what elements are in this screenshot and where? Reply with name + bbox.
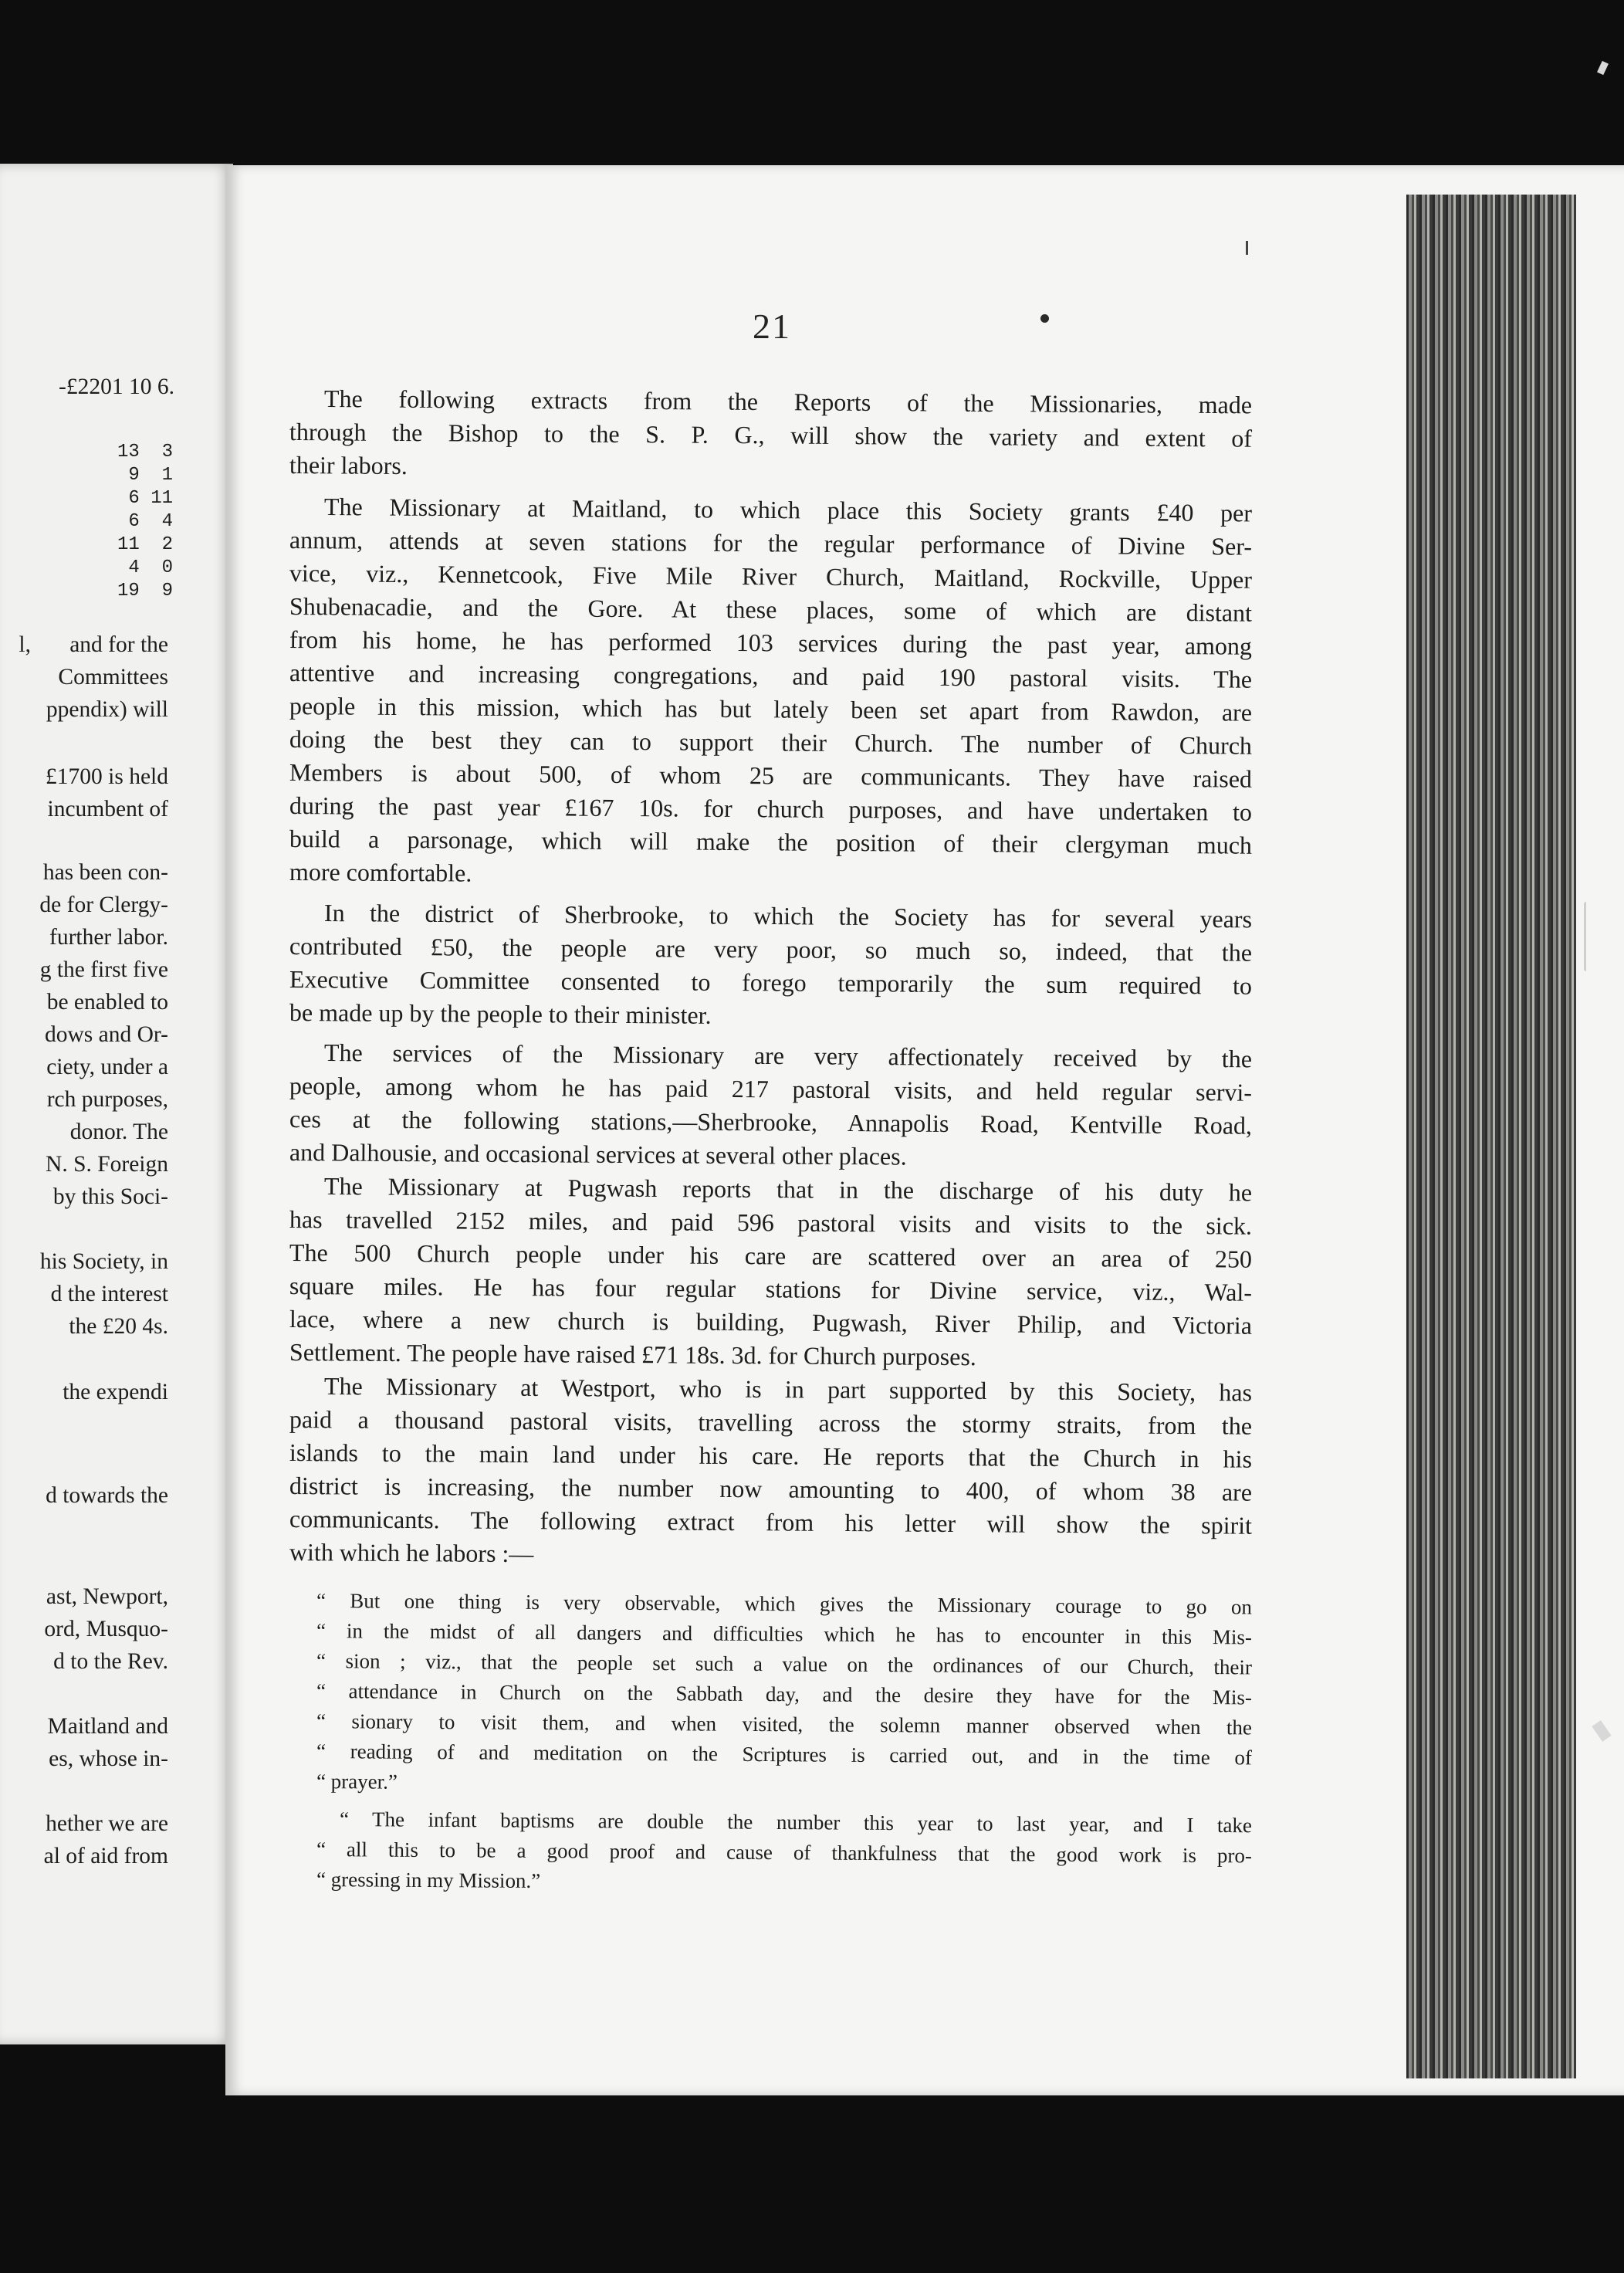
text-line: annum, attends at seven stations for the regular performance of Divine Ser- [289, 526, 1253, 561]
left-page-line: al of aid from [43, 1844, 168, 1868]
left-page-number-row: 13 3 [117, 442, 173, 462]
left-page-line: d towards the [46, 1483, 168, 1508]
left-page-line: incumbent of [47, 797, 168, 821]
text-line: Settlement. The people have raised £71 18s. 3d. for Church purposes. [289, 1338, 976, 1371]
page-edge [1406, 195, 1576, 2078]
left-page-number-row: 19 9 [117, 581, 173, 601]
quote-line: “ The infant baptisms are double the number this year to last year, and I take [339, 1807, 1253, 1838]
quote-line: “ But one thing is very observable, which gives the Missionary courage to go on [316, 1589, 1253, 1619]
left-page-line: ciety, under a [46, 1055, 168, 1079]
text-line: The services of the Missionary are very affectionately received by the [323, 1038, 1253, 1073]
text-line: and Dalhousie, and occasional services at several other places. [289, 1138, 907, 1170]
left-page-line: N. S. Foreign [46, 1152, 168, 1177]
text-line: Executive Committee consented to forego temporarily the sum required to [289, 965, 1253, 1000]
ink-dot [1040, 314, 1049, 323]
left-page-line: has been con- [42, 860, 168, 885]
text-line: during the past year £167 10s. for church purposes, and have undertaken to [289, 791, 1253, 826]
text-line: from his home, he has performed 103 services during the past year, among [289, 625, 1253, 660]
text-line: The Missionary at Pugwash reports that in the discharge of his duty he [323, 1172, 1253, 1207]
hair-mark [1584, 902, 1588, 971]
page-number: 21 [753, 307, 791, 346]
left-page-line: d the interest [50, 1282, 168, 1306]
text-line: attentive and increasing congregations, and paid 190 pastoral visits. The [289, 659, 1253, 693]
quote-line: “ in the midst of all dangers and difficulties which he has to encounter in this Mis- [316, 1619, 1253, 1649]
text-line: The Missionary at Maitland, to which place this Society grants £40 per [323, 493, 1253, 527]
left-page-total: -£2201 10 6. [59, 374, 174, 399]
left-page [0, 164, 233, 2044]
left-page-number-row: 4 0 [117, 557, 173, 578]
quote-line: “ attendance in Church on the Sabbath day, and the desire they have for the Mis- [316, 1679, 1253, 1709]
left-page-line: donor. The [69, 1120, 168, 1144]
left-page-line: his Society, in [39, 1249, 168, 1274]
quote-line: “ sionary to visit them, and when visited, the solemn manner observed when the [316, 1709, 1253, 1739]
text-line: communicants. The following extract from his letter will show the spirit [289, 1505, 1253, 1540]
text-line: through the Bishop to the S. P. G., will show the variety and extent of [289, 418, 1253, 452]
left-page-line: £1700 is held [46, 764, 168, 789]
left-page-number-row: 6 4 [117, 511, 173, 532]
quote-line: “ sion ; viz., that the people set such a value on the ordinances of our Church, their [316, 1649, 1253, 1679]
left-page-line: ord, Musquo- [44, 1617, 168, 1641]
left-page-line: hether we are [46, 1811, 168, 1836]
quote-line: “ reading of and meditation on the Scriptures is carried out, and in the time of [316, 1739, 1253, 1770]
text-line: Members is about 500, of whom 25 are communicants. They have raised [289, 758, 1253, 793]
left-page-line: g the first five [39, 957, 168, 982]
left-page-number-row: 11 2 [117, 534, 173, 555]
text-line: district is increasing, the number now amounting to 400, of whom 38 are [289, 1472, 1253, 1506]
ink-mark [1246, 241, 1248, 255]
text-line: lace, where a new church is building, Pugwash, River Philip, and Victoria [289, 1305, 1253, 1340]
text-line: more comfortable. [289, 858, 472, 887]
quote-line: “ all this to be a good proof and cause of thankfulness that the good work is pro- [316, 1838, 1253, 1868]
text-line: Shubenacadie, and the Gore. At these places, some of which are distant [289, 592, 1253, 627]
quote-line: “ gressing in my Mission.” [316, 1868, 541, 1893]
text-line: contributed £50, the people are very poor, so much so, indeed, that the [289, 932, 1253, 967]
text-line: ces at the following stations,—Sherbrooke, Annapolis Road, Kentville Road, [289, 1105, 1253, 1140]
text-line: square miles. He has four regular stations for Divine service, viz., Wal- [289, 1272, 1253, 1306]
left-page-line: ast, Newport, [46, 1584, 168, 1609]
left-page-line: rch purposes, [46, 1087, 168, 1112]
left-page-line: de for Clergy- [39, 893, 168, 917]
left-page-line: further labor. [49, 925, 168, 950]
text-line: vice, viz., Kennetcook, Five Mile River Church, Maitland, Rockville, Upper [289, 559, 1253, 594]
left-page-line: and for the [69, 632, 168, 657]
left-page-fragment: l, [19, 632, 31, 657]
quote-line: “ prayer.” [316, 1770, 398, 1794]
left-page-number-row: 9 1 [117, 465, 173, 486]
text-line: be made up by the people to their minister. [289, 998, 712, 1029]
text-line: their labors. [289, 451, 408, 480]
left-page-line: the £20 4s. [69, 1314, 168, 1339]
left-page-line: be enabled to [46, 990, 168, 1015]
left-page-line: Maitland and [47, 1714, 168, 1739]
text-line: has travelled 2152 miles, and paid 596 pastoral visits and visits to the sick. [289, 1205, 1253, 1240]
left-page-line: Committees [58, 665, 168, 689]
text-line: The Missionary at Westport, who is in part supported by this Society, has [323, 1372, 1253, 1407]
text-line: The following extracts from the Reports of the Missionaries, made [323, 384, 1253, 419]
left-page-line: es, whose in- [49, 1746, 168, 1771]
text-line: with which he labors :— [289, 1538, 534, 1568]
text-line: build a parsonage, which will make the position of their clergyman much [289, 825, 1253, 859]
left-page-line: by this Soci- [52, 1184, 168, 1209]
text-line: The 500 Church people under his care are scattered over an area of 250 [289, 1238, 1253, 1273]
text-line: people, among whom he has paid 217 pastoral visits, and held regular servi- [289, 1072, 1253, 1106]
text-line: islands to the main land under his care. He reports that the Church in his [289, 1438, 1253, 1473]
left-page-line: ppendix) will [46, 697, 168, 722]
left-page-line: d to the Rev. [53, 1649, 168, 1674]
text-line: doing the best they can to support their Church. The number of Church [289, 725, 1253, 760]
text-line: people in this mission, which has but lately been set apart from Rawdon, are [289, 692, 1253, 727]
dust-mark [1597, 61, 1609, 75]
left-page-number-row: 6 11 [117, 488, 173, 509]
text-line: paid a thousand pastoral visits, travelling across the stormy straits, from the [289, 1405, 1253, 1440]
text-line: In the district of Sherbrooke, to which the Society has for several years [323, 899, 1253, 933]
left-page-line: the expendi [63, 1380, 168, 1404]
left-page-line: dows and Or- [45, 1022, 168, 1047]
